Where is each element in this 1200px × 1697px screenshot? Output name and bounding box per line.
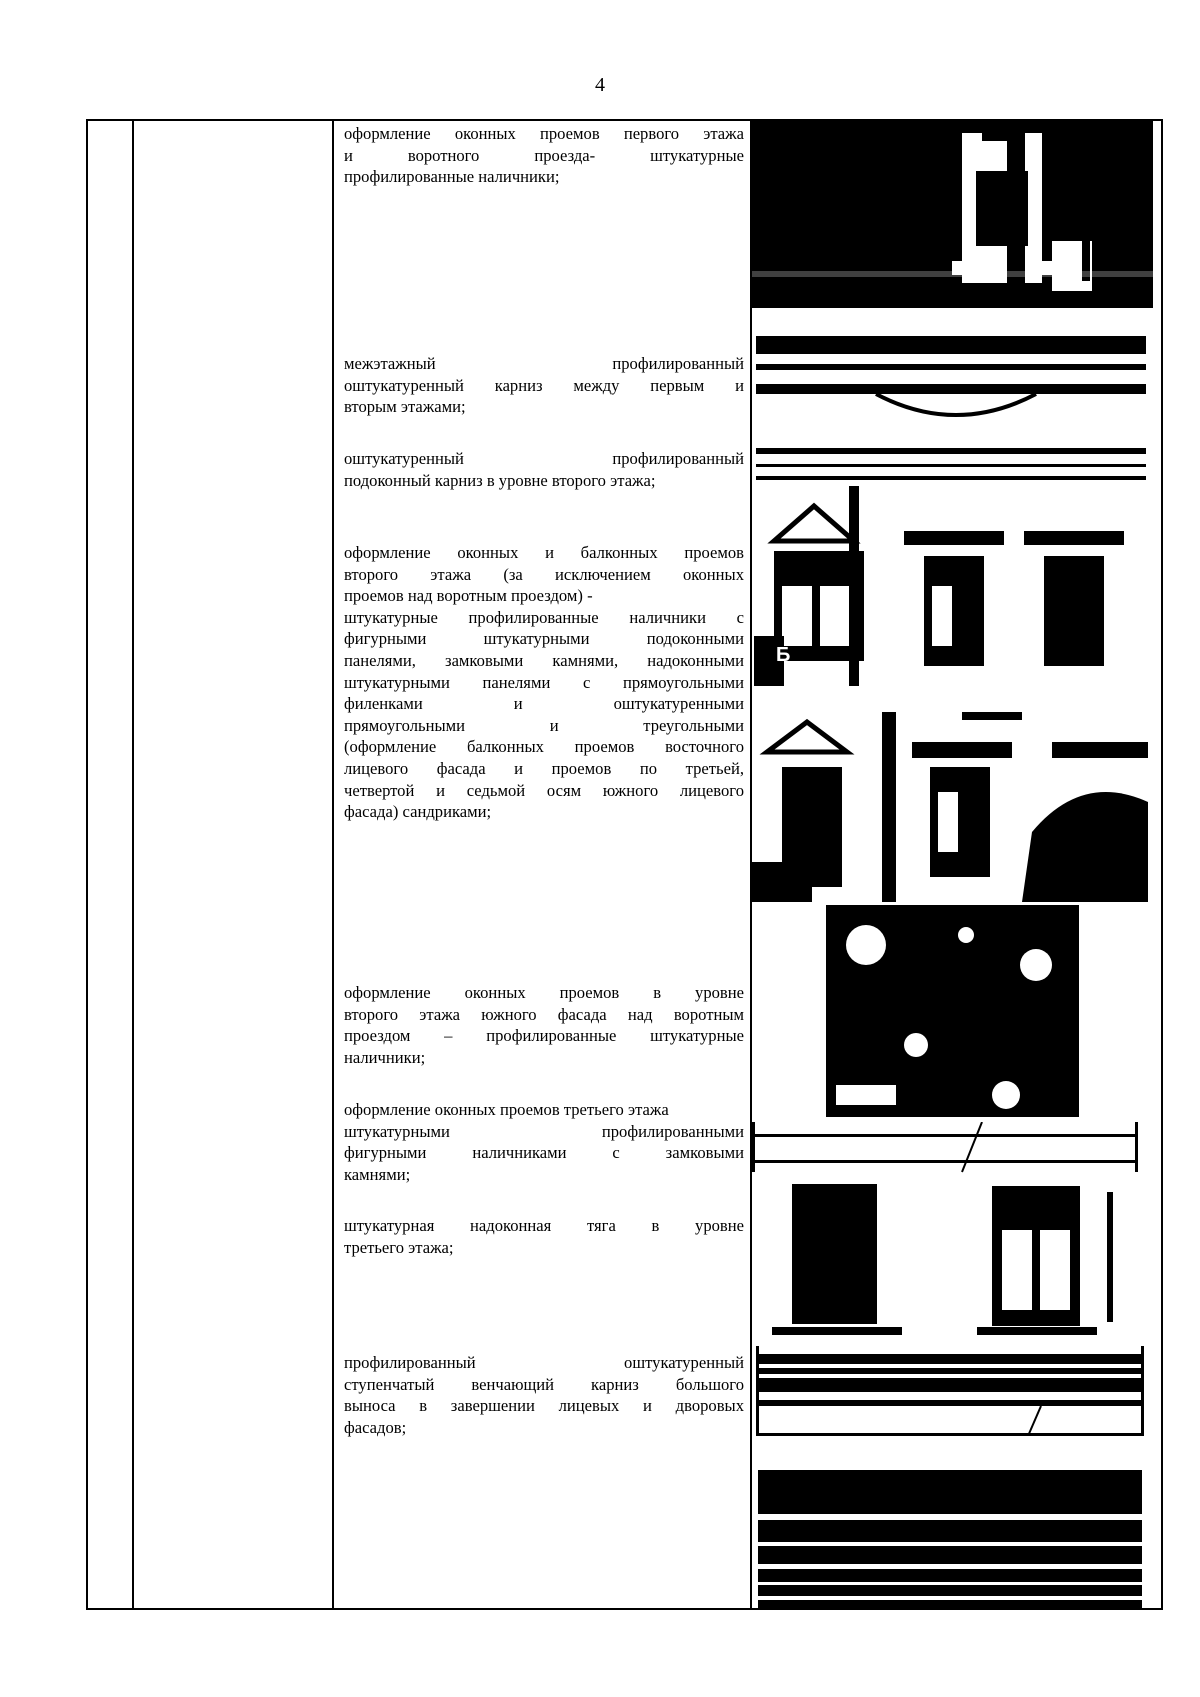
text-line: профилированный оштукатуренный bbox=[344, 1353, 744, 1372]
facade-photo-first-floor-window bbox=[752, 121, 1153, 308]
text-line: профилированные наличники; bbox=[344, 167, 560, 187]
text-line: проемов над воротным проездом) - bbox=[344, 586, 593, 606]
text-item-third-floor-windows bbox=[344, 1099, 744, 1185]
text-line: оформление оконных проемов первого этажа bbox=[344, 124, 744, 143]
text-line: оштукатуренный профилированный bbox=[344, 449, 744, 468]
text-line: четвертой и седьмой осям южного лицевого bbox=[344, 780, 744, 800]
text-line: панелями, замковыми камнями, надоконными bbox=[344, 650, 744, 670]
text-line: оформление оконных проемов в уровне bbox=[344, 983, 744, 1002]
text-item-gate-windows bbox=[344, 982, 744, 1068]
text-item-third-floor-band bbox=[344, 1215, 744, 1258]
text-line: второго этажа (за исключением оконных bbox=[344, 564, 744, 584]
text-line: камнями; bbox=[344, 1164, 411, 1184]
text-line: оштукатуренный карниз между первым и bbox=[344, 375, 744, 395]
text-line: и воротного проезда- штукатурные bbox=[344, 145, 744, 165]
photo-label: Б bbox=[776, 644, 791, 666]
facade-photo-crown-cornice bbox=[756, 1346, 1144, 1436]
facade-photo-third-floor-windows bbox=[752, 1122, 1138, 1342]
text-line: лицевого фасада и проемов по третьей, bbox=[344, 758, 744, 778]
text-line: филенками и оштукатуренными bbox=[344, 694, 744, 714]
text-line: штукатурные профилированные наличники с bbox=[344, 607, 744, 627]
page-number: 4 bbox=[595, 74, 605, 96]
text-item-sill-cornice bbox=[344, 448, 744, 491]
text-line: фигурными наличниками с замковыми bbox=[344, 1143, 744, 1163]
text-item-interfloor-cornice bbox=[344, 353, 744, 418]
facade-photo-cornice-detail bbox=[758, 1470, 1142, 1608]
text-line: штукатурными панелями с прямоугольными bbox=[344, 672, 744, 692]
text-line: фигурными штукатурными подоконными bbox=[344, 629, 744, 649]
facade-photo-interfloor-cornice bbox=[756, 336, 1146, 484]
text-line: прямоугольными и треугольными bbox=[344, 715, 744, 735]
text-line: штукатурными профилированными bbox=[344, 1121, 744, 1141]
table-column-divider-1 bbox=[132, 119, 134, 1610]
facade-photo-balcony-windows bbox=[752, 712, 1148, 902]
text-item-crown-cornice bbox=[344, 1352, 744, 1438]
text-line: выноса в завершении лицевых и дворовых bbox=[344, 1396, 744, 1416]
text-line: штукатурная надоконная тяга в уровне bbox=[344, 1216, 744, 1235]
table-column-divider-2 bbox=[332, 119, 334, 1610]
text-line: второго этажа южного фасада над воротным bbox=[344, 1004, 744, 1024]
text-line: ступенчатый венчающий карниз большого bbox=[344, 1374, 744, 1394]
text-line: проездом – профилированные штукатурные bbox=[344, 1026, 744, 1046]
text-line: оформление оконных проемов третьего этажа bbox=[344, 1100, 669, 1119]
text-line: (оформление балконных проемов восточного bbox=[344, 737, 744, 757]
text-line: межэтажный профилированный bbox=[344, 354, 744, 373]
text-item-second-floor-windows bbox=[344, 542, 744, 823]
text-line: подоконный карниз в уровне второго этажа; bbox=[344, 470, 656, 490]
text-line: наличники; bbox=[344, 1047, 426, 1067]
text-line: третьего этажа; bbox=[344, 1237, 454, 1257]
text-item-first-floor-windows bbox=[344, 123, 744, 188]
text-line: фасада) сандриками; bbox=[344, 802, 492, 822]
text-line: вторым этажами; bbox=[344, 397, 466, 417]
text-line: оформление оконных и балконных проемов bbox=[344, 543, 744, 562]
facade-photo-gate-windows bbox=[826, 905, 1079, 1117]
facade-photo-second-floor-windows bbox=[754, 486, 1146, 686]
text-line: фасадов; bbox=[344, 1417, 407, 1437]
